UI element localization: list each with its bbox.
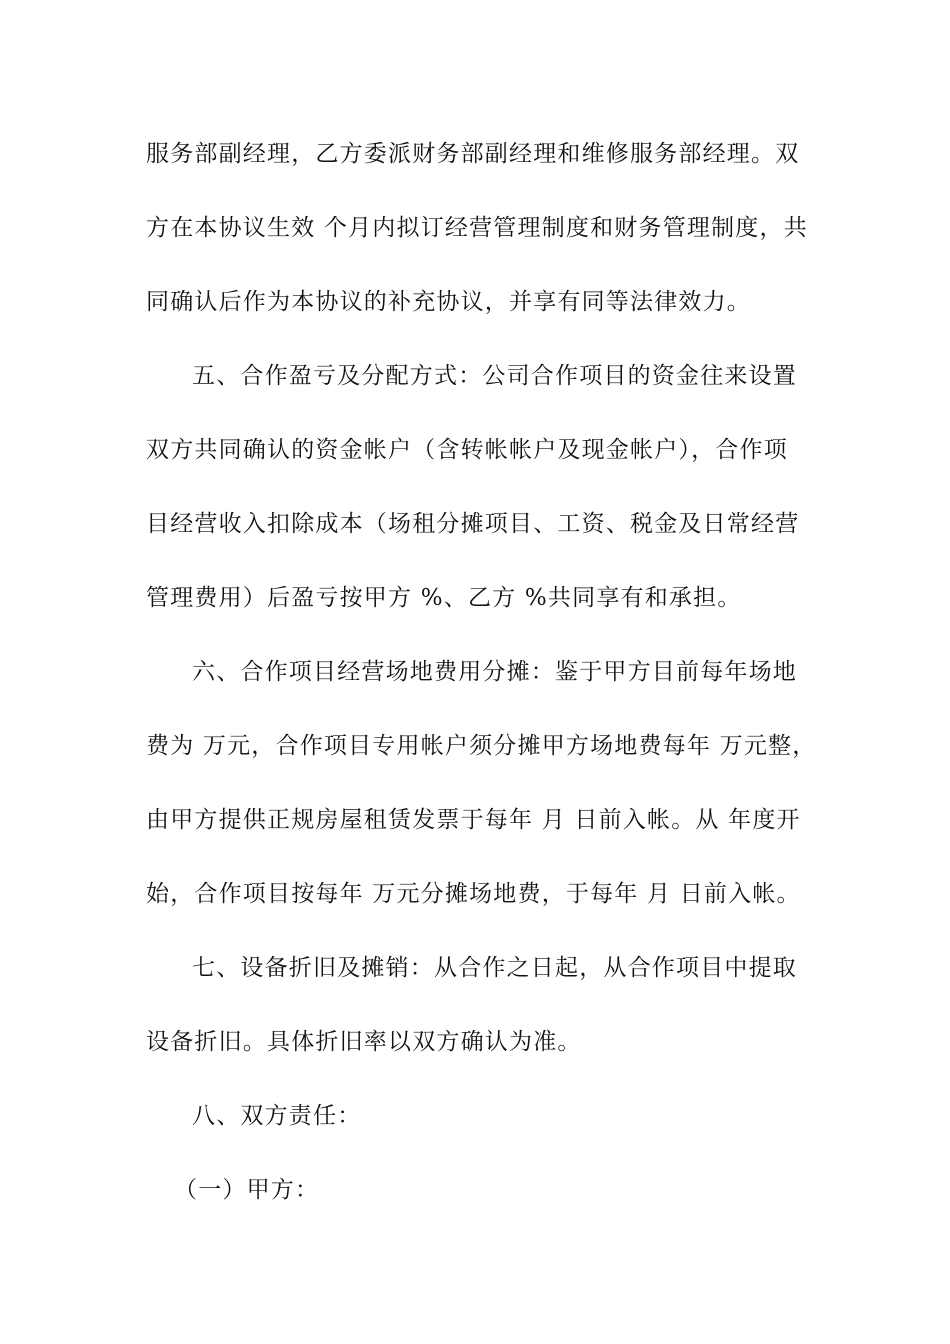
subsection-party-a-heading: （一）甲方： xyxy=(174,1177,320,1203)
paragraph-line: 同确认后作为本协议的补充协议，并享有同等法律效力。 xyxy=(146,289,751,315)
section-six-heading-line: 六、合作项目经营场地费用分摊：鉴于甲方目前每年场地 xyxy=(192,659,797,685)
paragraph-line: 管理费用）后盈亏按甲方 %、乙方 %共同享有和承担。 xyxy=(146,585,742,611)
paragraph-line: 目经营收入扣除成本（场租分摊项目、工资、税金及日常经营 xyxy=(146,511,800,537)
document-body xyxy=(146,133,836,1243)
paragraph-line: 始，合作项目按每年 万元分摊场地费，于每年 月 日前入帐。 xyxy=(146,881,801,907)
section-seven-heading-line: 七、设备折旧及摊销：从合作之日起，从合作项目中提取 xyxy=(192,955,797,981)
paragraph-line: 服务部副经理，乙方委派财务部副经理和维修服务部经理。双 xyxy=(146,141,800,167)
paragraph-line: 方在本协议生效 个月内拟订经营管理制度和财务管理制度，共 xyxy=(146,215,808,241)
section-eight-heading: 八、双方责任： xyxy=(192,1103,362,1129)
paragraph-line: 设备折旧。具体折旧率以双方确认为准。 xyxy=(146,1029,582,1055)
paragraph-line: 费为 万元，合作项目专用帐户须分摊甲方场地费每年 万元整， xyxy=(146,733,817,759)
paragraph-line: 由甲方提供正规房屋租赁发票于每年 月 日前入帐。从 年度开 xyxy=(146,807,801,833)
section-five-heading-line: 五、合作盈亏及分配方式：公司合作项目的资金往来设置 xyxy=(192,363,797,389)
paragraph-line: 双方共同确认的资金帐户（含转帐帐户及现金帐户），合作项 xyxy=(146,437,788,463)
